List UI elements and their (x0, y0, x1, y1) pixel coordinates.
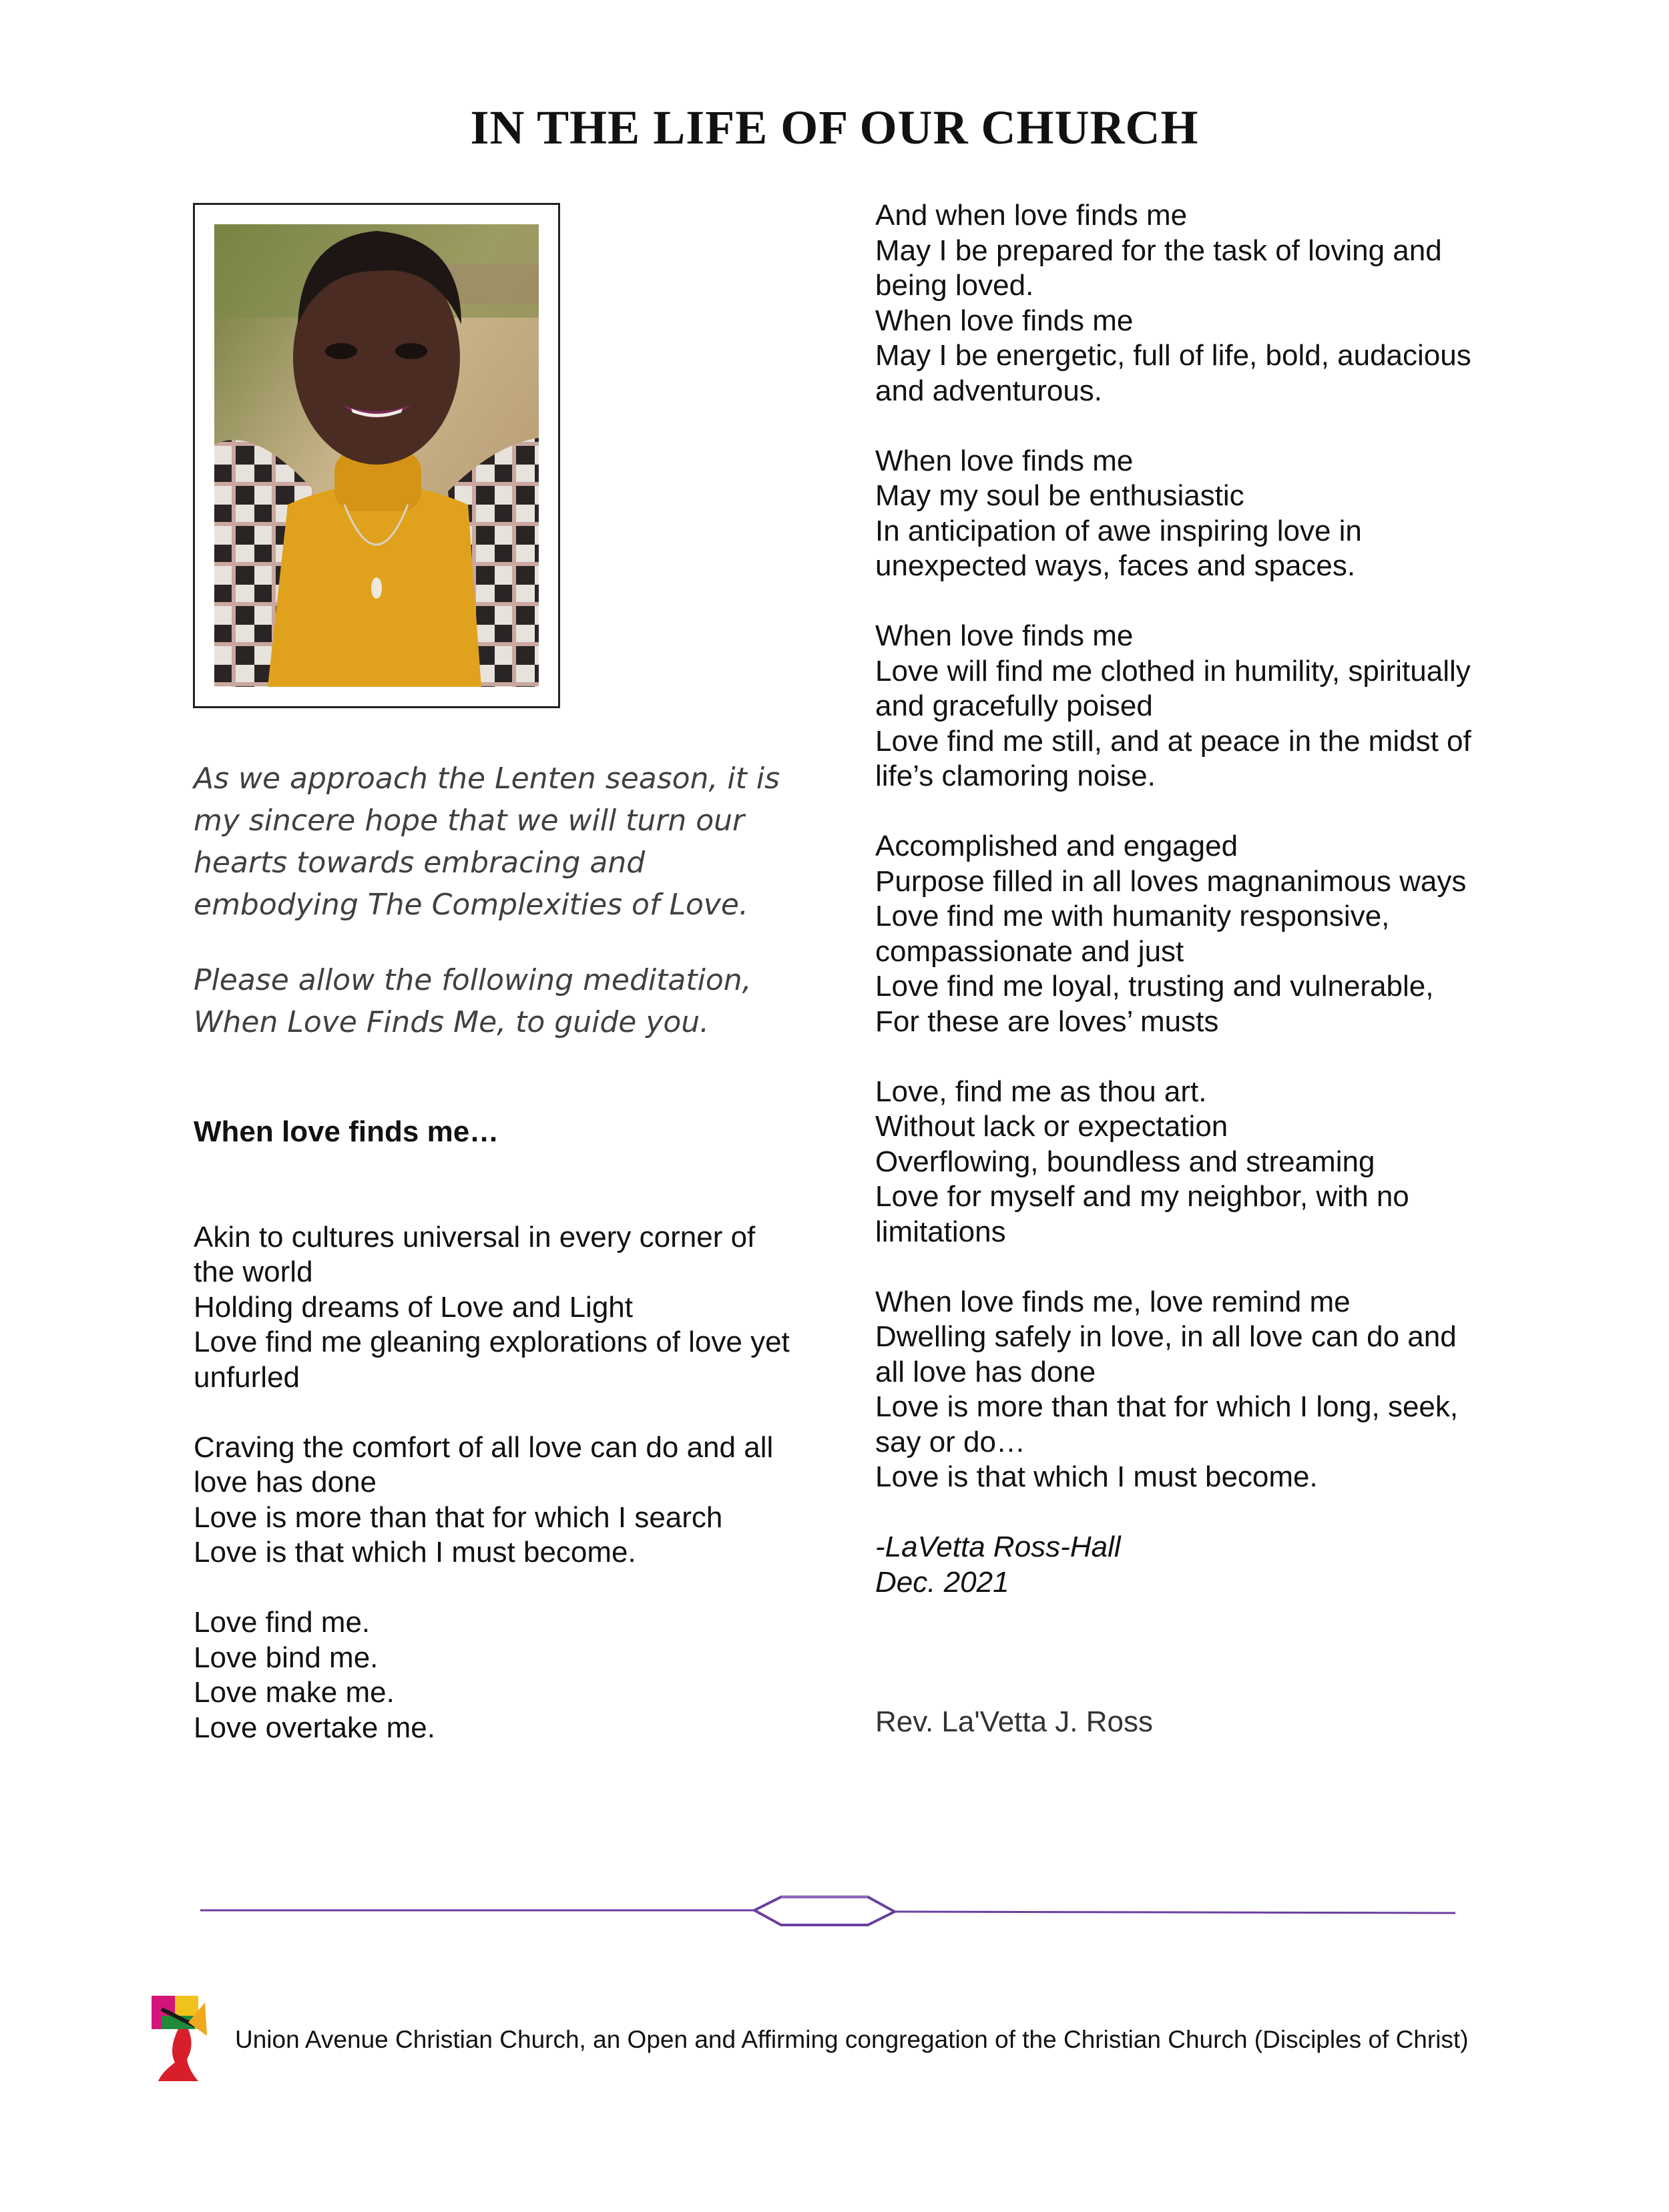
poem-stanza (875, 829, 1476, 1039)
poem-heading: When love finds me… (194, 1115, 499, 1148)
poem-line: May I be energetic, full of life, bold, audacious and adventurous. (875, 339, 1471, 407)
poem-left-column (194, 1115, 794, 1781)
poem-line: When love finds me (875, 304, 1134, 337)
page-title: IN THE LIFE OF OUR CHURCH (470, 101, 1199, 154)
signature (875, 1530, 1476, 1600)
poem-line: Love is more than that for which I search (194, 1500, 723, 1534)
poem-line: And when love finds me (875, 199, 1188, 232)
poem-line: Love find me with humanity responsive, compassionate and just (875, 900, 1390, 968)
poem-line: Love make me. (194, 1676, 395, 1709)
poem-line: When love finds me, love remind me (875, 1285, 1351, 1318)
poem-line: Love, find me as thou art. (875, 1075, 1207, 1108)
intro-paragraph-1: As we approach the Lenten season, it is my sincere hope that we will turn our hearts towards embracing and embodying The Complexities of Love. (194, 762, 780, 922)
author-name: Rev. La'Vetta J. Ross (875, 1705, 1154, 1738)
poem-stanza (194, 1430, 794, 1571)
poem-line: Love is that which I must become. (875, 1460, 1318, 1493)
poem-line: Love find me gleaning explorations of love yet unfurled (194, 1326, 790, 1394)
poem-line: Dwelling safely in love, in all love can do and all love has done (875, 1320, 1457, 1388)
poem-right-column (875, 198, 1476, 1740)
intro-text (194, 758, 794, 1077)
poem-line: When love finds me (875, 444, 1134, 477)
poem-stanza (875, 1075, 1476, 1250)
poem-line: Love find me still, and at peace in the midst of life’s clamoring noise. (875, 724, 1471, 792)
footer-text: Union Avenue Christian Church, an Open and Affirming congregation of the Christian Church (Disciples of Christ) (235, 2026, 1469, 2053)
poem-line: Love overtake me. (194, 1711, 435, 1744)
poem-line: Love for myself and my neighbor, with no limitations (875, 1180, 1409, 1248)
poem-line: May my soul be enthusiastic (875, 479, 1244, 512)
ornamental-divider (200, 1882, 1455, 1936)
poem-line: Accomplished and engaged (875, 830, 1238, 862)
poem-line: Love find me. (194, 1606, 371, 1639)
poem-stanza (875, 619, 1476, 794)
poem-line: Love bind me. (194, 1641, 379, 1674)
poem-line: In anticipation of awe inspiring love in unexpected ways, faces and spaces. (875, 514, 1362, 582)
signature-date: Dec. 2021 (875, 1565, 1009, 1599)
portrait-image (214, 224, 539, 687)
chalice-logo-icon (148, 1996, 215, 2083)
portrait-photo (193, 203, 560, 708)
poem-stanza (875, 444, 1476, 584)
poem-line: Holding dreams of Love and Light (194, 1290, 633, 1324)
poem-stanza (194, 1220, 794, 1396)
poem-line: Craving the comfort of all love can do and all love has done (194, 1430, 774, 1498)
intro-paragraph-2: Please allow the following meditation, When Love Finds Me, to guide you. (194, 963, 752, 1039)
poem-line: Love is that which I must become. (194, 1536, 636, 1569)
poem-line: Overflowing, boundless and streaming (875, 1145, 1375, 1178)
poem-line: Akin to cultures universal in every corner of the world (194, 1220, 756, 1288)
signature-name: -LaVetta Ross-Hall (875, 1531, 1121, 1563)
poem-line: Love find me loyal, trusting and vulnerable, (875, 970, 1434, 1003)
poem-stanza (194, 1605, 794, 1745)
poem-line: Love is more than that for which I long, seek, say or do… (875, 1390, 1459, 1458)
poem-line: Purpose filled in all loves magnanimous ways (875, 864, 1467, 898)
poem-line: Love will find me clothed in humility, spiritually and gracefully poised (875, 654, 1471, 722)
poem-line: Without lack or expectation (875, 1110, 1228, 1143)
poem-stanza (875, 1285, 1476, 1495)
poem-stanza (875, 198, 1476, 408)
poem-line: For these are loves’ musts (875, 1005, 1219, 1038)
poem-line: When love finds me (875, 619, 1134, 652)
poem-line: May I be prepared for the task of loving and being loved. (875, 234, 1442, 302)
